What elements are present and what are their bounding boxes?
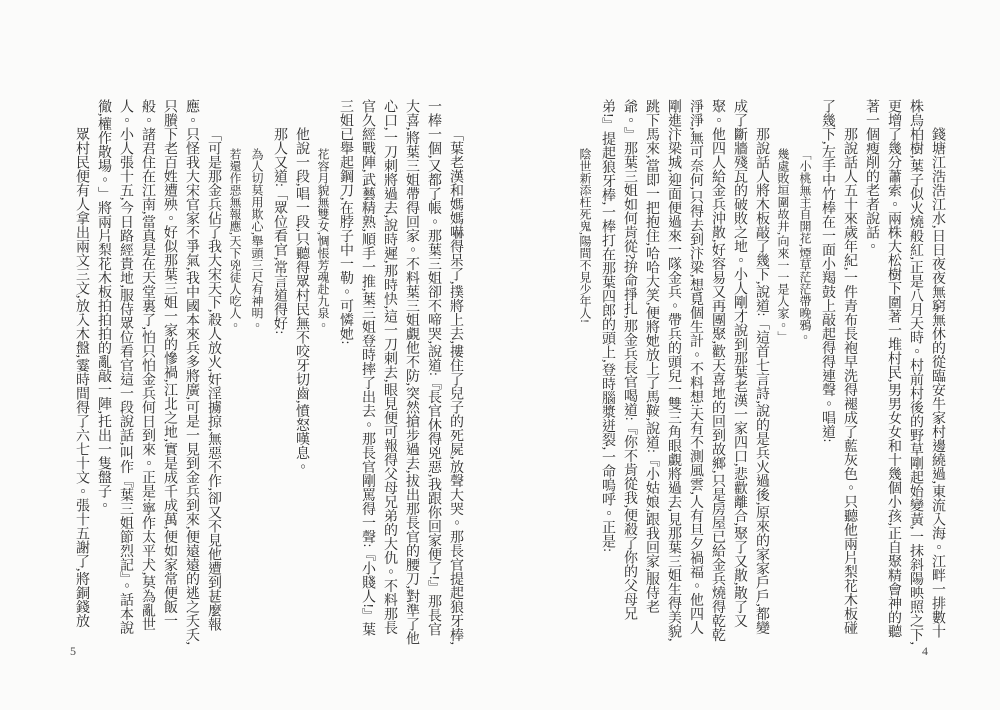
verse-line: 幾處敗垣圍故井,向來一一是人家。」 [776,148,790,343]
paragraph: 那說話人五十來歲年紀,一件青布長袍早洗得褪成了藍灰色。只聽他兩片梨花木板碰了幾下,左手中竹棒在一面小羯鼓上敲起得得連聲。唱道: [820,99,857,635]
paragraph: 那說話人將木板敲了幾下,說道:「這首七言詩,說的是兵火過後,原來的家家戶戶,都變成了斷牆殘瓦的破敗之地。小人剛才說到那葉老漢一家四口,悲歡離合,聚了又散,散了又聚。他四人給金兵沖散,好容易又再團聚,歡天喜地的回到故鄉,只是房屋已給金兵燒得乾乾淨淨,無可奈何,只得去到汴梁,想覓個生計。不料想:天有不測風雲,人有旦夕禍福。他四人剛進汴梁城,迎面便過來一隊金兵。帶兵的頭兒一雙三角眼覷將過去,見那葉三姐生得美貌,跳下馬來,當即一把抱住,哈哈大笑,便將她放上了馬鞍,說道:『小姑娘,跟我回家,服侍老爺。』那葉三姐如何肯從?拚命掙扎,那金兵長官喝道:『你不肯從我,便殺了你的父母兄弟!』提起狼牙棒,一棒打在那葉四郎的頭上,登時腦漿迸裂,一命嗚呼。正是: [600,99,769,642]
page-4-text-block [528,99,948,645]
paragraph: 「葉老漢和媽媽嚇得呆了,撲將上去,摟住了兒子的死屍,放聲大哭。那長官提起狼牙棒,一棒一個,又都了帳。那葉三姐卻不啼哭,說道:『長官休得兇惡,我跟你回家便了!』那長官大喜,將葉三姐帶得回家。不料葉三姐覷他不防,突然搶步過去,拔出那長官的腰刀,對準了他心口,一刀刺將過去,說時遲,那時快,這一刀刺去,眼見便可報得父母兄弟的大仇。不料那長官久經戰陣,武藝精熟,順手一推,葉三姐登時摔了出去。那長官剛罵得一聲:『小賤人!』葉三姐已舉起鋼刀,在脖子中一勒。可憐她: [338,99,463,645]
page-4-number: 4 [922,644,928,658]
verse-line: 為人切莫用欺心,舉頭三尺有神明。 [250,148,264,331]
paragraph: 「可是那金兵佔了我大宋天下,殺人放火,奸淫擄掠,無惡不作,卻又不見他遭到甚麼報應。只怪我大宋官家不爭氣,我中國本來兵多將廣,可是一見到金兵到來,便遠遠的逃之夭夭,只賸下老百姓遭殃。好似那葉三姐一家的慘禍,江北之地,實是成千成萬,便如家常便飯一般。諸君住在江南,當真是在天堂裏了,怕只怕金兵何日到來。正是:寧作太平犬,莫為亂世人。小人張十五,今日路經貴地,服侍眾位看官這一段說話,叫作『葉三姐節烈記』。話本說徹,權作散場。」將兩片梨花木板拍拍拍的亂敲一陣,托出一隻盤子。 [96,99,221,645]
paragraph: 錢塘江浩浩江水,日日夜夜無窮無休的從臨安牛家村邊繞過,東流入海。江畔一排數十株烏柏樹,葉子似火燒般紅,正是八月天時。村前村後的野草剛起始變黃,一抹斜陽映照之下,更增了幾分蕭索。兩株大松樹下圍著一堆村民,男男女女和十幾個小孩,正自聚精會神的聽著一個瘦削的老者說話。 [864,99,945,645]
verse-line: 「小桃無主自開花,煙草茫茫帶晚鴉。 [798,148,812,343]
paragraph: 那人又道:「眾位看官,常言道得好: [272,127,287,335]
page-5-text-block [46,99,466,645]
paragraph: 他說一段,唱一段,只聽得眾村民無不咬牙切齒,憤怒嘆息。 [294,127,309,474]
paragraph: 眾村民便有人拿出兩文三文,放入木盤,霎時間得了六七十文。張十五謝了,將銅錢放 [74,127,89,628]
page-4 [500,0,1000,710]
verse-line: 若還作惡無報應,天下兇徒人吃人。 [228,148,242,331]
page-5-number: 5 [70,644,76,658]
verse-line: 陰世新添枉死鬼,陽間不見少年人! [578,148,592,323]
verse-line: 花容月貌無雙女,惆悵芳魂赴九泉。 [316,148,330,331]
